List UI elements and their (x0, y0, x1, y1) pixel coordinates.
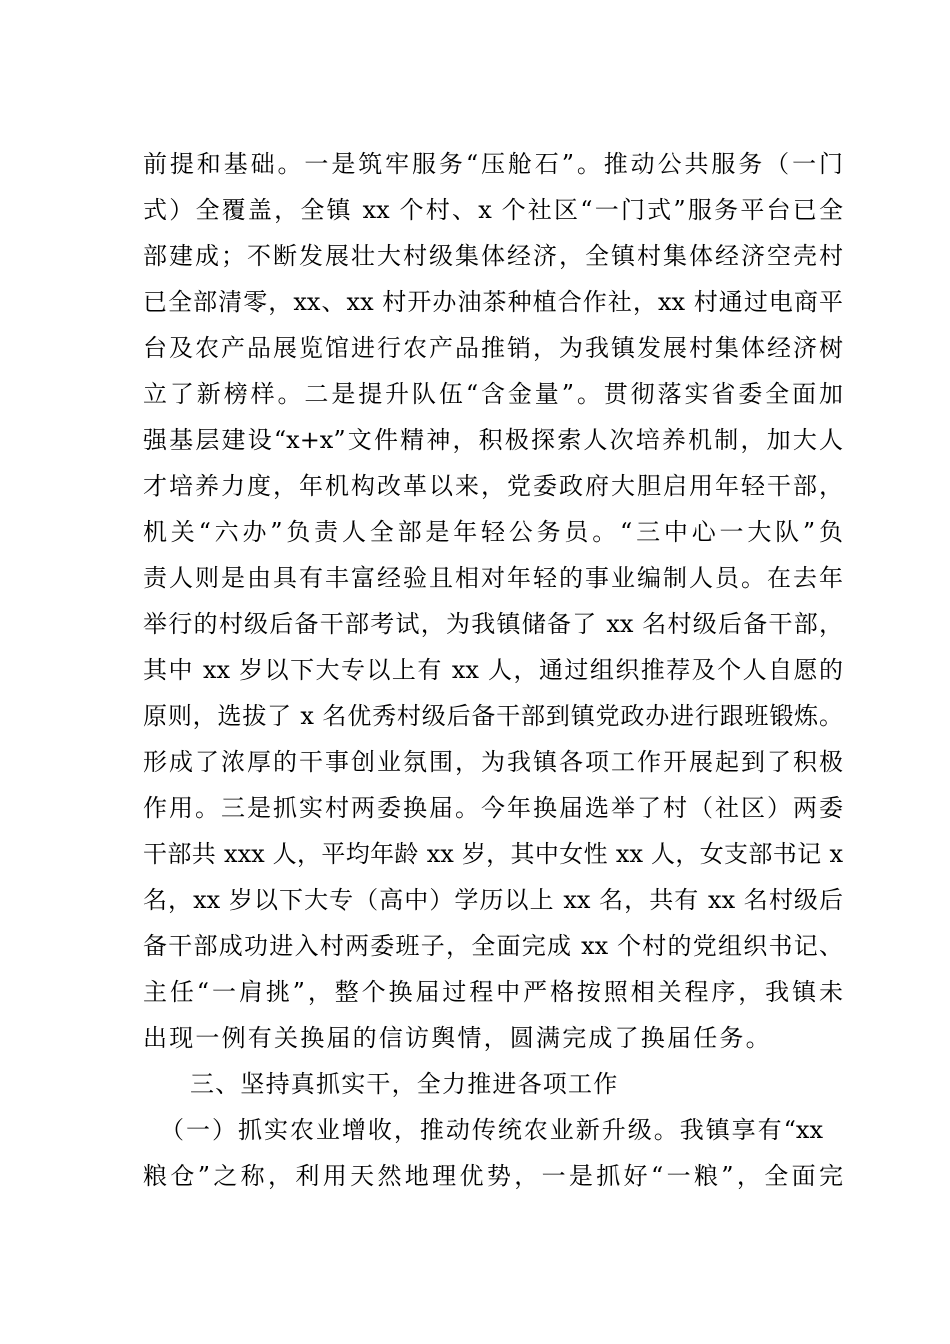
paragraph-line: 作用。三是抓实村两委换届。今年换届选举了村（社区）两委 (143, 794, 843, 822)
paragraph-line: 其中 xx 岁以下大专以上有 xx 人，通过组织推荐及个人自愿的 (143, 656, 843, 684)
paragraph-line: 式）全覆盖，全镇 xx 个村、x 个社区“一门式”服务平台已全 (143, 196, 843, 224)
paragraph-line: 举行的村级后备干部考试，为我镇储备了 xx 名村级后备干部， (143, 610, 843, 638)
paragraph-line: 部建成；不断发展壮大村级集体经济，全镇村集体经济空壳村 (143, 242, 843, 270)
paragraph-line: 干部共 xxx 人，平均年龄 xx 岁，其中女性 xx 人，女支部书记 x (143, 840, 843, 868)
paragraph-line: 前提和基础。一是筑牢服务“压舱石”。推动公共服务（一门 (143, 150, 843, 178)
subsection-line: 粮仓”之称，利用天然地理优势，一是抓好“一粮”，全面完 (143, 1162, 843, 1190)
paragraph-line: 立了新榜样。二是提升队伍“含金量”。贯彻落实省委全面加 (143, 380, 843, 408)
paragraph-line: 名，xx 岁以下大专（高中）学历以上 xx 名，共有 xx 名村级后 (143, 886, 843, 914)
paragraph-line: 才培养力度，年机构改革以来，党委政府大胆启用年轻干部， (143, 472, 843, 500)
subsection-line-first: （一）抓实农业增收，推动传统农业新升级。我镇享有“xx (160, 1116, 823, 1144)
paragraph-line: 已全部清零，xx、xx 村开办油茶种植合作社，xx 村通过电商平 (143, 288, 843, 316)
paragraph-line: 备干部成功进入村两委班子，全面完成 xx 个村的党组织书记、 (143, 932, 843, 960)
paragraph-line: 主任“一肩挑”，整个换届过程中严格按照相关程序，我镇未 (143, 978, 843, 1006)
paragraph-line: 形成了浓厚的干事创业氛围，为我镇各项工作开展起到了积极 (143, 748, 843, 776)
paragraph-line-last: 出现一例有关换届的信访舆情，圆满完成了换届任务。 (143, 1024, 772, 1052)
paragraph-line: 责人则是由具有丰富经验且相对年轻的事业编制人员。在去年 (143, 564, 843, 592)
paragraph-line: 机关“六办”负责人全部是年轻公务员。“三中心一大队”负 (143, 518, 843, 546)
paragraph-line: 台及农产品展览馆进行农产品推销，为我镇发展村集体经济树 (143, 334, 843, 362)
paragraph-line: 强基层建设“x+x”文件精神，积极探索人次培养机制，加大人 (143, 426, 843, 454)
paragraph-line: 原则，选拔了 x 名优秀村级后备干部到镇党政办进行跟班锻炼。 (143, 702, 843, 730)
section-heading: 三、坚持真抓实干，全力推进各项工作 (190, 1070, 619, 1098)
